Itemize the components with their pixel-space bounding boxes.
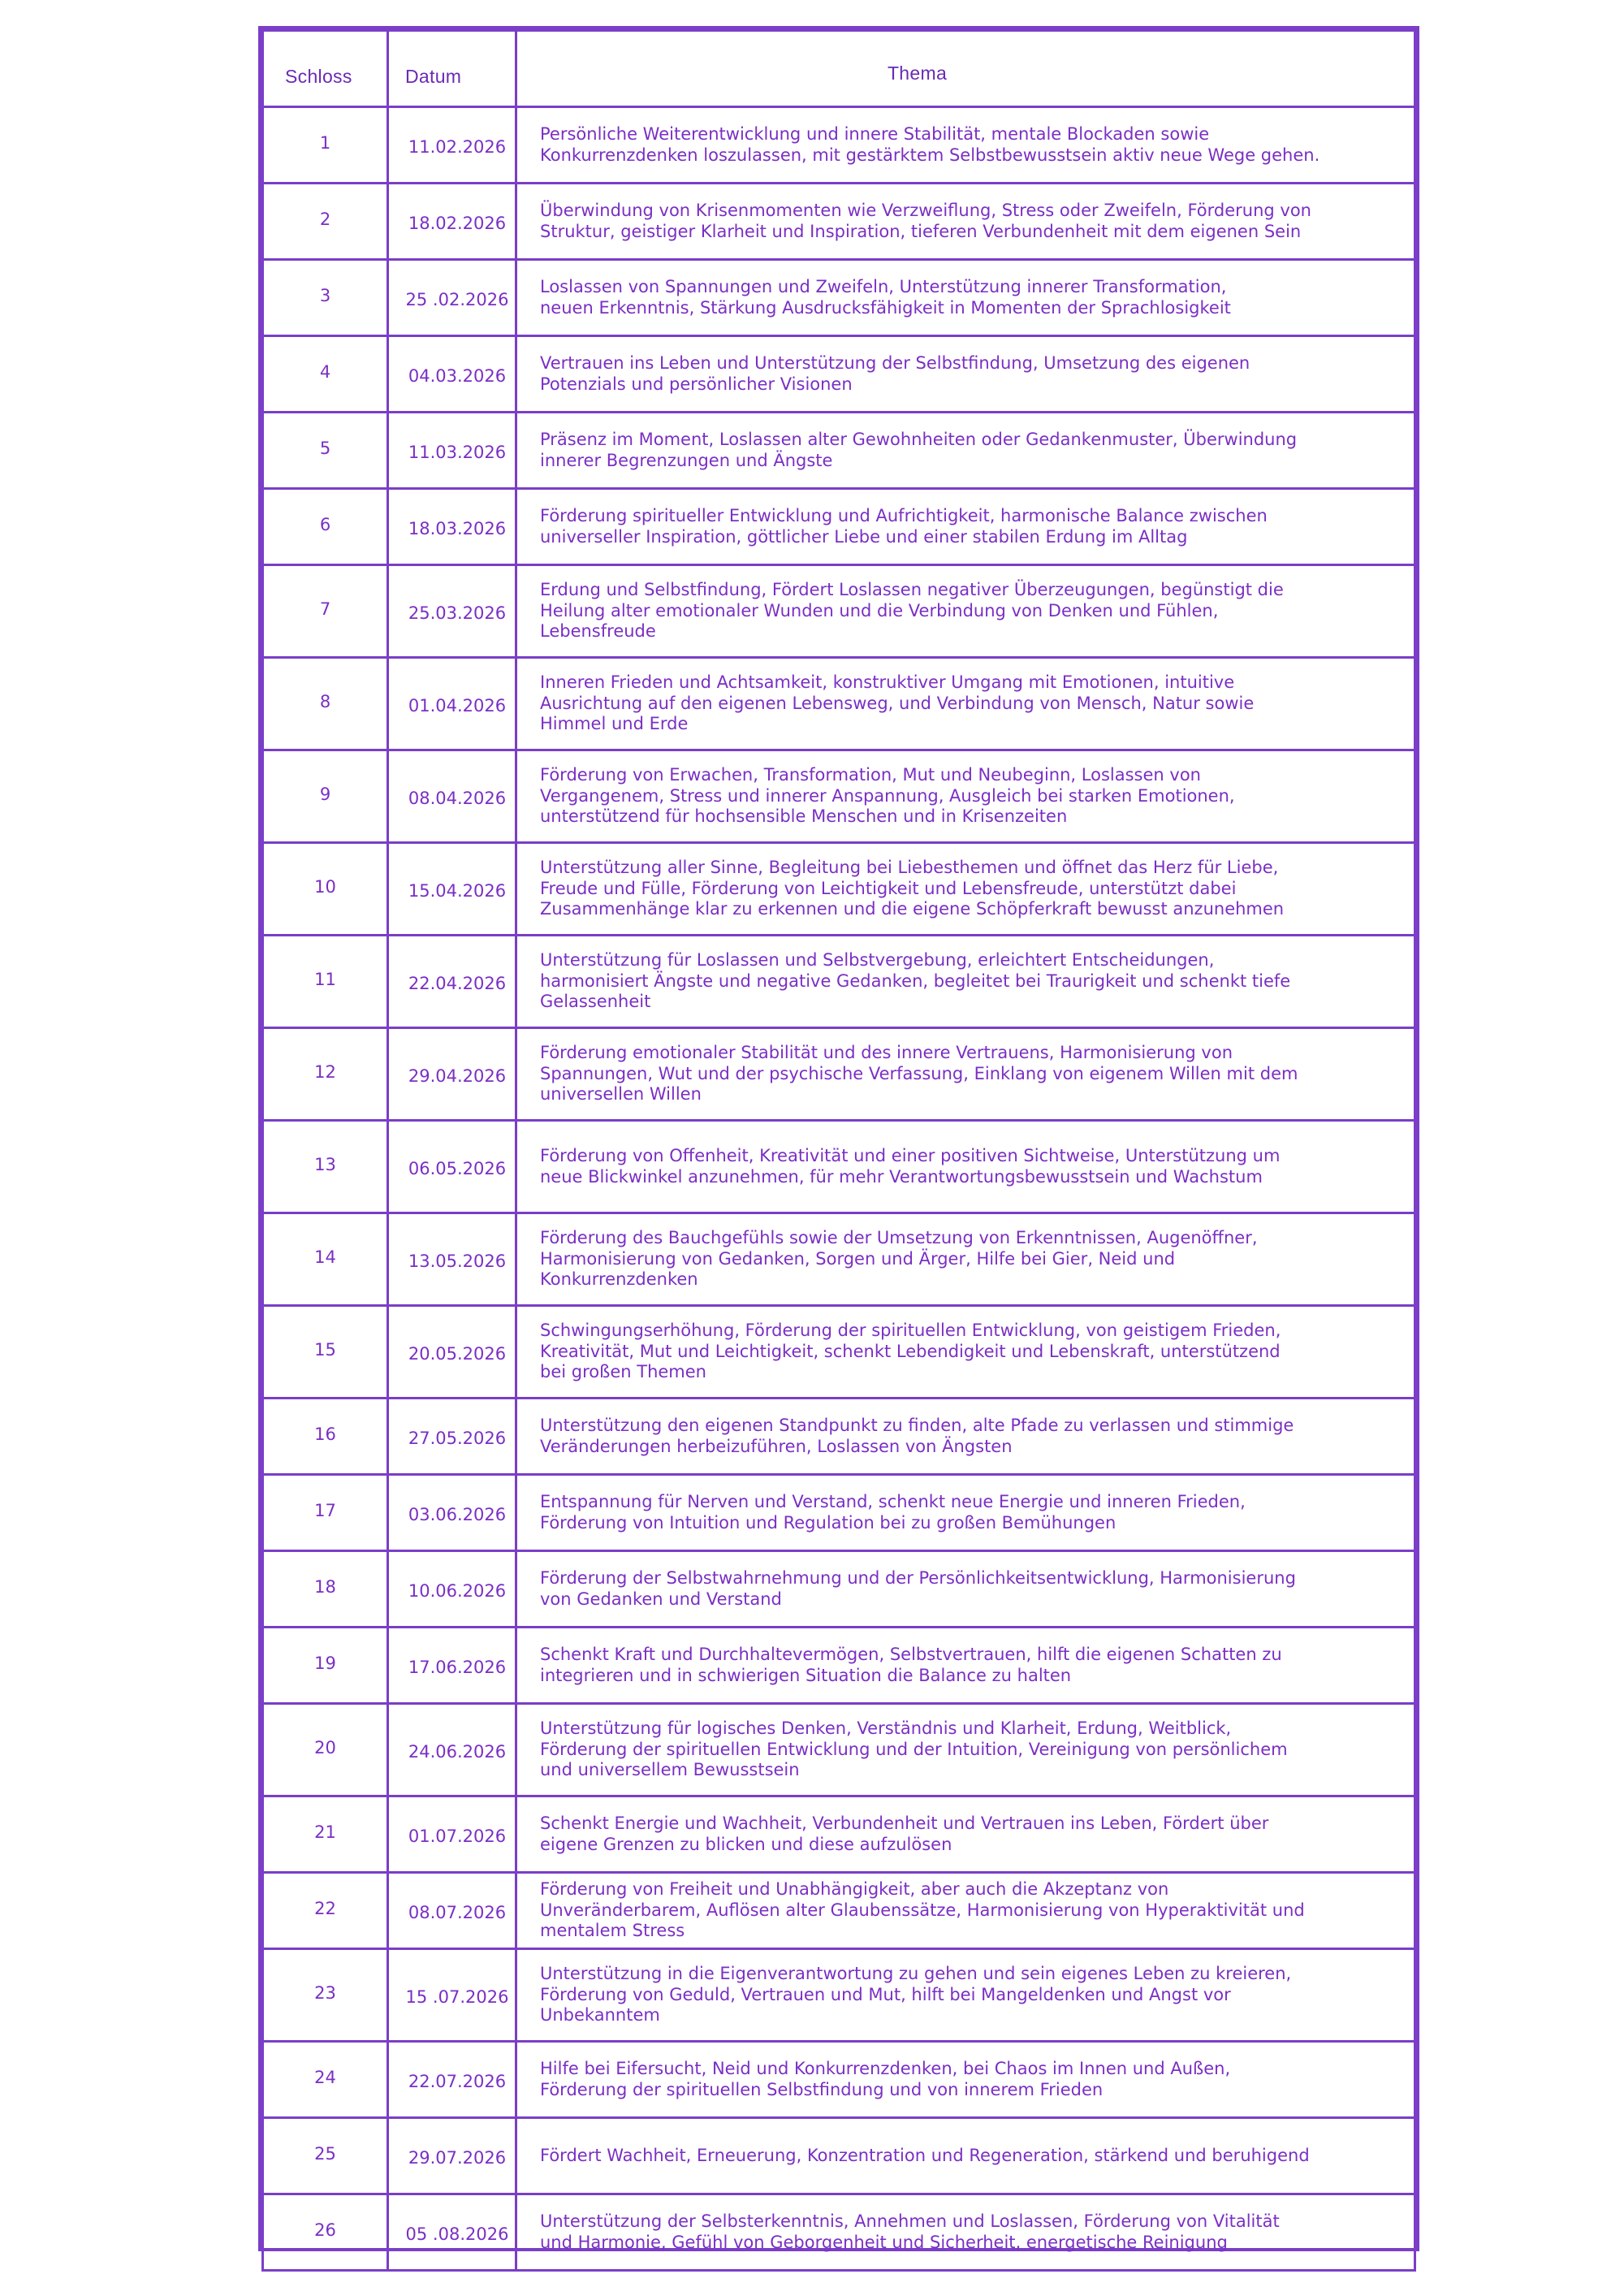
schedule-table-frame xyxy=(258,26,1419,2251)
cell-datum: 24.06.2026 xyxy=(388,1704,516,1796)
table-header-row xyxy=(263,31,1415,107)
table-row xyxy=(263,1704,1415,1796)
cell-thema: Schenkt Kraft und Durchhaltevermögen, Selbstvertrauen, hilft die eigenen Schatten zu integrieren und in schwierigen Situation die Balance zu halten xyxy=(516,1628,1415,1704)
cell-schloss: 13 xyxy=(263,1121,388,1213)
cell-datum: 11.02.2026 xyxy=(388,107,516,184)
cell-schloss: 1 xyxy=(263,107,388,184)
cell-thema: Präsenz im Moment, Loslassen alter Gewohnheiten oder Gedankenmuster, Überwindung innerer Begrenzungen und Ängste xyxy=(516,413,1415,489)
table-row xyxy=(263,750,1415,843)
cell-schloss: 16 xyxy=(263,1399,388,1475)
cell-thema: Förderung des Bauchgefühls sowie der Umsetzung von Erkenntnissen, Augenöffner, Harmonisierung von Gedanken, Sorgen und Ärger, Hilfe bei Gier, Neid und Konkurrenzdenken xyxy=(516,1213,1415,1306)
cell-datum: 01.04.2026 xyxy=(388,658,516,750)
cell-schloss: 25 xyxy=(263,2118,388,2194)
cell-thema: Förderung emotionaler Stabilität und des innere Vertrauens, Harmonisierung von Spannungen, Wut und der psychische Verfassung, Einklang von eigenem Willen mit dem universellen Willen xyxy=(516,1028,1415,1121)
cell-schloss: 4 xyxy=(263,336,388,413)
table-row xyxy=(263,1213,1415,1306)
cell-datum: 17.06.2026 xyxy=(388,1628,516,1704)
header-thema: Thema xyxy=(516,31,1415,107)
cell-thema: Inneren Frieden und Achtsamkeit, konstruktiver Umgang mit Emotionen, intuitive Ausrichtung auf den eigenen Lebensweg, und Verbindung von Mensch, Natur sowie Himmel und Erde xyxy=(516,658,1415,750)
cell-schloss: 15 xyxy=(263,1306,388,1399)
cell-datum: 15.04.2026 xyxy=(388,843,516,936)
table-row xyxy=(263,336,1415,413)
cell-datum: 22.07.2026 xyxy=(388,2042,516,2118)
cell-thema: Persönliche Weiterentwicklung und innere Stabilität, mentale Blockaden sowie Konkurrenzdenken loszulassen, mit gestärktem Selbstbewusstsein aktiv neue Wege gehen. xyxy=(516,107,1415,184)
schedule-table xyxy=(261,29,1416,2272)
header-schloss: Schloss xyxy=(263,31,388,107)
cell-datum: 18.03.2026 xyxy=(388,489,516,565)
cell-thema: Unterstützung für Loslassen und Selbstvergebung, erleichtert Entscheidungen, harmonisiert Ängste und negative Gedanken, begleitet bei Traurigkeit und schenkt tiefe Gelassenheit xyxy=(516,936,1415,1028)
cell-datum: 08.07.2026 xyxy=(388,1873,516,1949)
cell-thema: Erdung und Selbstfindung, Fördert Loslassen negativer Überzeugungen, begünstigt die Heilung alter emotionaler Wunden und die Verbindung von Denken und Fühlen, Lebensfreude xyxy=(516,565,1415,658)
cell-datum: 20.05.2026 xyxy=(388,1306,516,1399)
table-row xyxy=(263,1873,1415,1949)
cell-datum: 06.05.2026 xyxy=(388,1121,516,1213)
cell-datum: 27.05.2026 xyxy=(388,1399,516,1475)
cell-schloss: 21 xyxy=(263,1796,388,1873)
cell-datum: 11.03.2026 xyxy=(388,413,516,489)
cell-thema: Unterstützung für logisches Denken, Verständnis und Klarheit, Erdung, Weitblick, Förderung der spirituellen Entwicklung und der Intuition, Vereinigung von persönlichem und universellem Bewusstsein xyxy=(516,1704,1415,1796)
cell-schloss: 17 xyxy=(263,1475,388,1551)
cell-schloss: 23 xyxy=(263,1949,388,2042)
cell-schloss: 11 xyxy=(263,936,388,1028)
table-row xyxy=(263,2118,1415,2194)
table-row xyxy=(263,843,1415,936)
cell-datum: 01.07.2026 xyxy=(388,1796,516,1873)
cell-datum: 10.06.2026 xyxy=(388,1551,516,1628)
cell-thema: Förderung der Selbstwahrnehmung und der Persönlichkeitsentwicklung, Harmonisierung von Gedanken und Verstand xyxy=(516,1551,1415,1628)
table-row xyxy=(263,1028,1415,1121)
cell-datum: 22.04.2026 xyxy=(388,936,516,1028)
cell-datum: 25 .02.2026 xyxy=(388,260,516,336)
cell-datum: 18.02.2026 xyxy=(388,184,516,260)
table-row xyxy=(263,1628,1415,1704)
cell-schloss: 7 xyxy=(263,565,388,658)
cell-schloss: 20 xyxy=(263,1704,388,1796)
cell-thema: Förderung von Offenheit, Kreativität und einer positiven Sichtweise, Unterstützung um neue Blickwinkel anzunehmen, für mehr Verantwortungsbewusstsein und Wachstum xyxy=(516,1121,1415,1213)
cell-thema: Loslassen von Spannungen und Zweifeln, Unterstützung innerer Transformation, neuen Erkenntnis, Stärkung Ausdrucksfähigkeit in Momenten der Sprachlosigkeit xyxy=(516,260,1415,336)
table-row xyxy=(263,1551,1415,1628)
cell-schloss: 12 xyxy=(263,1028,388,1121)
cell-thema: Vertrauen ins Leben und Unterstützung der Selbstfindung, Umsetzung des eigenen Potenzials und persönlicher Visionen xyxy=(516,336,1415,413)
table-row xyxy=(263,107,1415,184)
cell-thema: Hilfe bei Eifersucht, Neid und Konkurrenzdenken, bei Chaos im Innen und Außen, Förderung der spirituellen Selbstfindung und von innerem Frieden xyxy=(516,2042,1415,2118)
cell-datum: 04.03.2026 xyxy=(388,336,516,413)
cell-schloss: 19 xyxy=(263,1628,388,1704)
cell-schloss: 10 xyxy=(263,843,388,936)
cell-schloss: 18 xyxy=(263,1551,388,1628)
cell-schloss: 22 xyxy=(263,1873,388,1949)
table-row xyxy=(263,658,1415,750)
table-body xyxy=(263,107,1415,2271)
table-row xyxy=(263,1796,1415,1873)
cell-schloss: 8 xyxy=(263,658,388,750)
cell-thema: Entspannung für Nerven und Verstand, schenkt neue Energie und inneren Frieden, Förderung von Intuition und Regulation bei zu großen Bemühungen xyxy=(516,1475,1415,1551)
cell-thema: Schenkt Energie und Wachheit, Verbundenheit und Vertrauen ins Leben, Fördert über eigene Grenzen zu blicken und diese aufzulösen xyxy=(516,1796,1415,1873)
cell-schloss: 9 xyxy=(263,750,388,843)
cell-datum: 15 .07.2026 xyxy=(388,1949,516,2042)
cell-thema: Überwindung von Krisenmomenten wie Verzweiflung, Stress oder Zweifeln, Förderung von Struktur, geistiger Klarheit und Inspiration, tieferen Verbundenheit mit dem eigenen Sein xyxy=(516,184,1415,260)
table-row xyxy=(263,184,1415,260)
cell-datum: 25.03.2026 xyxy=(388,565,516,658)
cell-schloss: 26 xyxy=(263,2194,388,2271)
cell-schloss: 3 xyxy=(263,260,388,336)
cell-thema: Unterstützung den eigenen Standpunkt zu finden, alte Pfade zu verlassen und stimmige Veränderungen herbeizuführen, Loslassen von Ängsten xyxy=(516,1399,1415,1475)
cell-datum: 29.07.2026 xyxy=(388,2118,516,2194)
table-row xyxy=(263,260,1415,336)
table-row xyxy=(263,413,1415,489)
table-row xyxy=(263,2194,1415,2271)
cell-thema: Unterstützung aller Sinne, Begleitung bei Liebesthemen und öffnet das Herz für Liebe, Freude und Fülle, Förderung von Leichtigkeit und Lebensfreude, unterstützt dabei Zusammenhänge klar zu erkennen und die eigene Schöpferkraft bewusst anzunehmen xyxy=(516,843,1415,936)
cell-thema: Unterstützung der Selbsterkenntnis, Annehmen und Loslassen, Förderung von Vitalität und Harmonie, Gefühl von Geborgenheit und Sicherheit, energetische Reinigung xyxy=(516,2194,1415,2271)
cell-thema: Unterstützung in die Eigenverantwortung zu gehen und sein eigenes Leben zu kreieren, Förderung von Geduld, Vertrauen und Mut, hilft bei Mangeldenken und Angst vor Unbekanntem xyxy=(516,1949,1415,2042)
cell-datum: 08.04.2026 xyxy=(388,750,516,843)
cell-thema: Schwingungserhöhung, Förderung der spirituellen Entwicklung, von geistigem Frieden, Kreativität, Mut und Leichtigkeit, schenkt Lebendigkeit und Lebenskraft, unterstützend bei großen Themen xyxy=(516,1306,1415,1399)
header-datum: Datum xyxy=(388,31,516,107)
cell-thema: Förderung von Freiheit und Unabhängigkeit, aber auch die Akzeptanz von Unveränderbarem, Auflösen alter Glaubenssätze, Harmonisierung von Hyperaktivität und mentalem Stress xyxy=(516,1873,1415,1949)
table-row xyxy=(263,936,1415,1028)
table-row xyxy=(263,1306,1415,1399)
table-row xyxy=(263,1949,1415,2042)
cell-thema: Förderung spiritueller Entwicklung und Aufrichtigkeit, harmonische Balance zwischen universeller Inspiration, göttlicher Liebe und einer stabilen Erdung im Alltag xyxy=(516,489,1415,565)
cell-datum: 29.04.2026 xyxy=(388,1028,516,1121)
cell-schloss: 5 xyxy=(263,413,388,489)
table-row xyxy=(263,565,1415,658)
cell-datum: 13.05.2026 xyxy=(388,1213,516,1306)
table-row xyxy=(263,1475,1415,1551)
table-row xyxy=(263,2042,1415,2118)
cell-schloss: 6 xyxy=(263,489,388,565)
cell-schloss: 14 xyxy=(263,1213,388,1306)
table-row xyxy=(263,489,1415,565)
table-row xyxy=(263,1399,1415,1475)
cell-thema: Fördert Wachheit, Erneuerung, Konzentration und Regeneration, stärkend und beruhigend xyxy=(516,2118,1415,2194)
table-row xyxy=(263,1121,1415,1213)
cell-thema: Förderung von Erwachen, Transformation, Mut und Neubeginn, Loslassen von Vergangenem, Stress und innerer Anspannung, Ausgleich bei starken Emotionen, unterstützend für hochsensible Menschen und in Krisenzeiten xyxy=(516,750,1415,843)
cell-schloss: 24 xyxy=(263,2042,388,2118)
cell-datum: 03.06.2026 xyxy=(388,1475,516,1551)
cell-datum: 05 .08.2026 xyxy=(388,2194,516,2271)
cell-schloss: 2 xyxy=(263,184,388,260)
